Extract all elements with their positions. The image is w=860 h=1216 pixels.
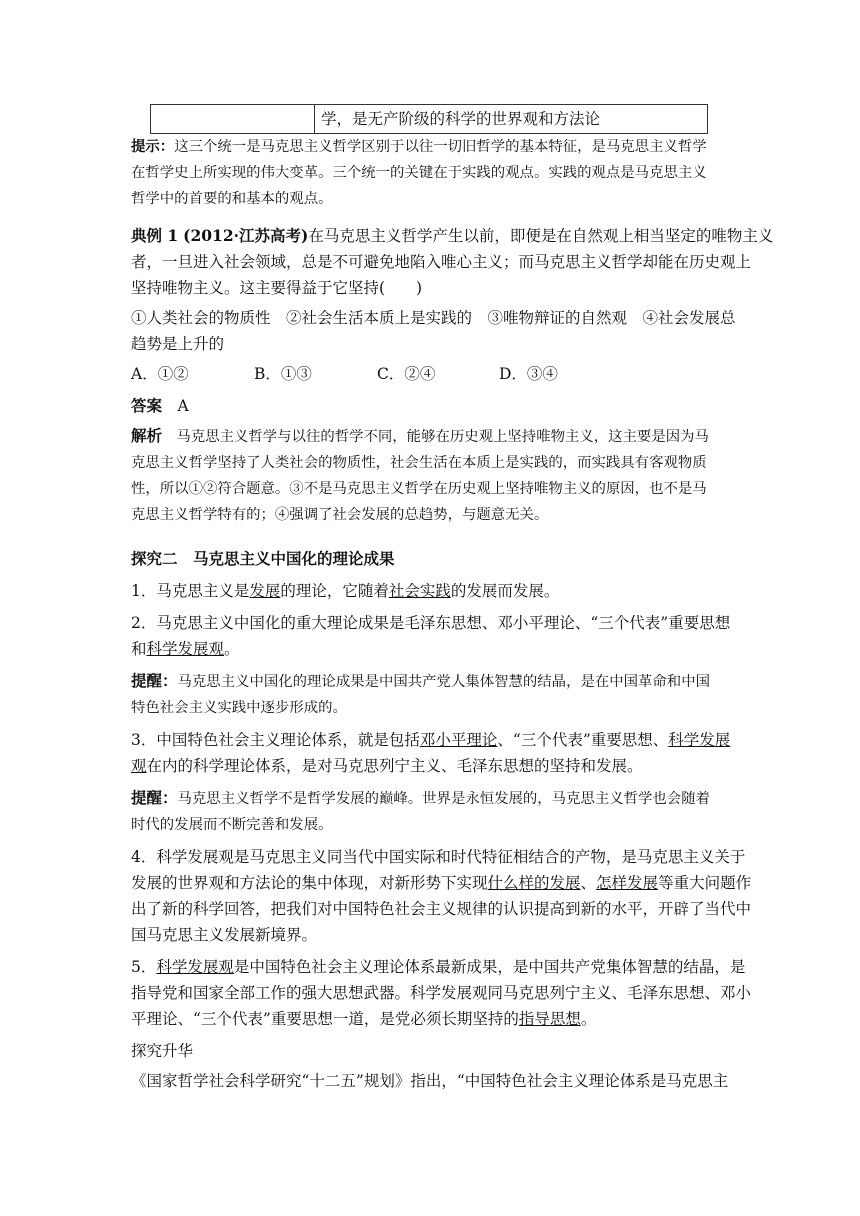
point-4-line: 4．科学发展观是马克思主义同当代中国实际和时代特征相结合的产物，是马克思主义关于 <box>131 848 746 866</box>
remind-line: 时代的发展而不断完善和发展。 <box>131 817 333 833</box>
hint-line: 哲学中的首要的和基本的观点。 <box>131 191 333 207</box>
blank-answer: 指导思想 <box>518 1010 581 1028</box>
example-label: 典例 1 <box>131 226 179 245</box>
point-1: 1．马克思主义是发展的理论，它随着社会实践的发展而发展。 <box>131 582 560 600</box>
point-3-line: 3．中国特色社会主义理论体系，就是包括邓小平理论、“三个代表”重要思想、科学发展 <box>131 731 731 749</box>
point-5-line: 5．科学发展观是中国特色社会主义理论体系最新成果，是中国共产党集体智慧的结晶，是 <box>131 958 746 976</box>
statement-line: 趋势是上升的 <box>131 335 225 353</box>
remind-line: 马克思主义中国化的理论成果是中国共产党人集体智慧的结晶，是在中国革命和中国 <box>177 674 710 690</box>
hint-line: 在哲学史上所实现的伟大变革。三个统一的关键在于实践的观点。实践的观点是马克思主义 <box>131 165 707 181</box>
table-row <box>150 104 708 134</box>
point-4-line: 国马克思主义发展新境界。 <box>131 926 318 944</box>
blank-answer: 科学发展 <box>668 731 731 749</box>
table-cell-empty <box>151 105 315 133</box>
blank-answer: 科学发展观 <box>146 640 225 658</box>
point-2-line: 和科学发展观。 <box>131 640 240 658</box>
answer-value: A <box>177 397 189 415</box>
remind-line: 马克思主义哲学不是哲学发展的巅峰。世界是永恒发展的，马克思主义哲学也会随着 <box>177 791 710 807</box>
point-4-line: 出了新的科学回答，把我们对中国特色社会主义规律的认识提高到新的水平，开辟了当代中 <box>131 900 752 918</box>
question-line: 在马克思主义哲学产生以前，即便是在自然观上相当坚定的唯物主义 <box>308 227 774 245</box>
point-5-line: 指导党和国家全部工作的强大思想武器。科学发展观同马克思列宁主义、毛泽东思想、邓小 <box>131 984 752 1002</box>
option-a: A．①② <box>131 365 189 383</box>
answer-label: 答案 <box>131 396 163 415</box>
point-2-line: 2．马克思主义中国化的重大理论成果是毛泽东思想、邓小平理论、“三个代表”重要思想 <box>131 614 731 632</box>
example-source: (2012·江苏高考) <box>183 226 309 245</box>
analysis-label: 解析 <box>131 426 163 445</box>
option-d: D．③④ <box>499 365 558 383</box>
blank-answer: 什么样的发展 <box>487 874 581 892</box>
question-line: 坚持唯物主义。这主要得益于它坚持( ) <box>131 279 423 297</box>
table-cell-text: 学，是无产阶级的科学的世界观和方法论 <box>321 110 601 128</box>
option-b: B．①③ <box>254 365 312 383</box>
hint-line: 这三个统一是马克思主义哲学区别于以往一切旧哲学的基本特征，是马克思主义哲学 <box>174 139 707 155</box>
analysis-line: 克思主义哲学特有的；④强调了社会发展的总趋势，与题意无关。 <box>131 507 549 523</box>
statement-line: ①人类社会的物质性 ②社会生活本质上是实践的 ③唯物辩证的自然观 ④社会发展总 <box>131 309 736 327</box>
body-line: 《国家哲学社会科学研究“十二五”规划》指出，“中国特色社会主义理论体系是马克思主 <box>131 1072 729 1090</box>
section-two <box>131 546 752 1094</box>
remind-label: 提醒： <box>131 671 178 690</box>
hint-paragraph <box>131 134 731 212</box>
analysis-line: 克思主义哲学坚持了人类社会的物质性，社会生活在本质上是实践的，而实践具有客观物质 <box>131 455 707 471</box>
analysis-line: 性，所以①②符合题意。③不是马克思主义哲学在历史观上坚持唯物主义的原因，也不是马 <box>131 481 707 497</box>
example-question <box>131 223 774 528</box>
blank-answer: 科学发展观 <box>156 958 234 976</box>
blank-answer: 发展 <box>249 582 281 600</box>
remind-label: 提醒： <box>131 788 178 807</box>
point-4-line: 发展的世界观和方法论的集中体现，对新形势下实现什么样的发展、怎样发展等重大问题作 <box>131 874 752 892</box>
section-heading: 探究二 马克思主义中国化的理论成果 <box>131 549 395 568</box>
blank-answer: 社会实践 <box>388 582 451 600</box>
options-row <box>131 361 731 387</box>
blank-answer: 观 <box>131 757 147 775</box>
remind-line: 特色社会主义实践中逐步形成的。 <box>131 700 347 716</box>
analysis-line: 马克思主义哲学与以往的哲学不同，能够在历史观上坚持唯物主义，这主要是因为马 <box>176 429 709 445</box>
blank-answer: 怎样发展 <box>596 874 659 892</box>
option-c: C．②④ <box>377 365 436 383</box>
point-3-line: 观在内的科学理论体系，是对马克思列宁主义、毛泽东思想的坚持和发展。 <box>131 757 643 775</box>
hint-label: 提示： <box>131 138 175 155</box>
question-line: 者，一旦进入社会领域，总是不可避免地陷入唯心主义；而马克思主义哲学却能在历史观上 <box>131 253 752 271</box>
blank-answer: 邓小平理论 <box>419 731 498 749</box>
upgrade-heading: 探究升华 <box>131 1042 194 1060</box>
point-5-line: 平理论、“三个代表”重要思想一道，是党必须长期坚持的指导思想。 <box>131 1010 597 1028</box>
